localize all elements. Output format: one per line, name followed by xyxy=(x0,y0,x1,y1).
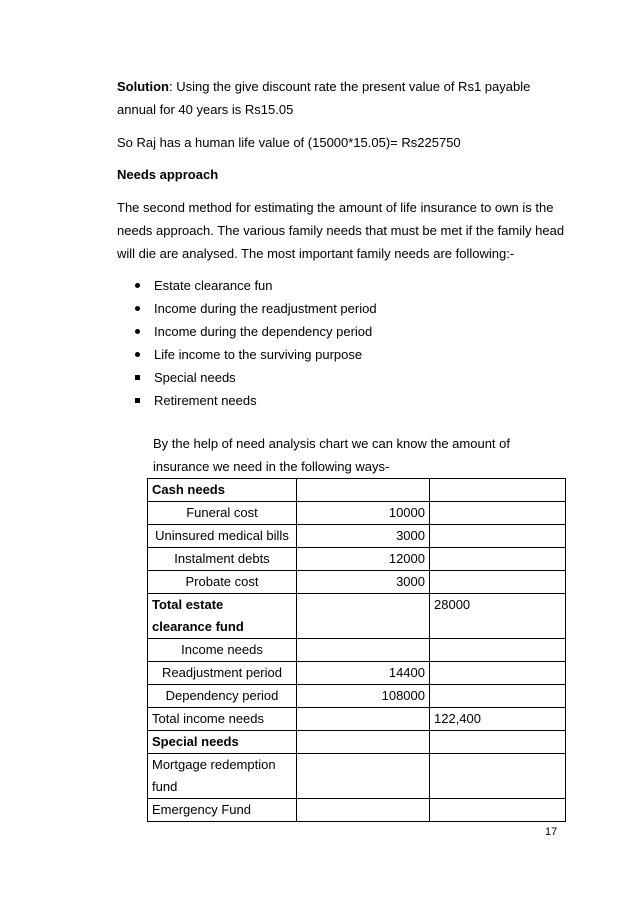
medical-bills-label: Uninsured medical bills xyxy=(148,525,297,548)
chart-intro-line-1: By the help of need analysis chart we can know the amount of xyxy=(153,436,510,451)
dependency-period-label: Dependency period xyxy=(148,685,297,708)
income-needs-heading: Income needs xyxy=(148,639,297,662)
funeral-cost-value: 10000 xyxy=(297,502,430,525)
funeral-cost-label: Funeral cost xyxy=(148,502,297,525)
total-income-value: 122,400 xyxy=(430,708,566,731)
bullet-icon xyxy=(135,329,140,334)
need-analysis-table xyxy=(147,478,566,822)
table-row xyxy=(148,479,566,502)
list-item: Estate clearance fun xyxy=(135,274,377,297)
bullet-icon xyxy=(135,352,140,357)
table-row xyxy=(148,754,566,799)
medical-bills-value: 3000 xyxy=(297,525,430,548)
needs-paragraph-line-3: will die are analysed. The most important family needs are following:- xyxy=(117,246,515,261)
probate-cost-label: Probate cost xyxy=(148,571,297,594)
bullet-icon xyxy=(135,283,140,288)
table-row xyxy=(148,799,566,822)
solution-line-2: annual for 40 years is Rs15.05 xyxy=(117,102,294,117)
readjustment-period-value: 14400 xyxy=(297,662,430,685)
square-bullet-icon xyxy=(135,398,140,403)
table-row xyxy=(148,548,566,571)
solution-text-1: : Using the give discount rate the present value of Rs1 payable xyxy=(169,79,531,94)
list-item: Income during the dependency period xyxy=(135,320,377,343)
needs-paragraph-line-1: The second method for estimating the amount of life insurance to own is the xyxy=(117,200,554,215)
square-bullet-icon xyxy=(135,375,140,380)
table-row xyxy=(148,525,566,548)
chart-intro-line-2: insurance we need in the following ways- xyxy=(153,459,390,474)
solution-label: Solution xyxy=(117,79,169,94)
table-row xyxy=(148,594,566,639)
solution-line-1 xyxy=(117,75,577,98)
needs-approach-heading: Needs approach xyxy=(117,167,219,182)
cash-needs-heading: Cash needs xyxy=(152,482,225,497)
table-row xyxy=(148,708,566,731)
table-row xyxy=(148,685,566,708)
total-estate-label: Total estate clearance fund xyxy=(148,594,297,639)
special-needs-heading: Special needs xyxy=(152,734,239,749)
instalment-debts-label: Instalment debts xyxy=(148,548,297,571)
probate-cost-value: 3000 xyxy=(297,571,430,594)
page-number: 17 xyxy=(545,826,558,838)
list-item: Retirement needs xyxy=(135,389,377,412)
table-row xyxy=(148,662,566,685)
family-needs-list xyxy=(135,274,377,412)
needs-paragraph-line-2: needs approach. The various family needs that must be met if the family head xyxy=(117,223,565,238)
list-item: Income during the readjustment period xyxy=(135,297,377,320)
table-row xyxy=(148,502,566,525)
instalment-debts-value: 12000 xyxy=(297,548,430,571)
bullet-icon xyxy=(135,306,140,311)
raj-human-life-value: So Raj has a human life value of (15000*15.05)= Rs225750 xyxy=(117,135,461,150)
total-estate-value: 28000 xyxy=(430,594,566,639)
mortgage-redemption-label: Mortgage redemption fund xyxy=(148,754,297,799)
list-item: Special needs xyxy=(135,366,377,389)
list-item: Life income to the surviving purpose xyxy=(135,343,377,366)
total-income-label: Total income needs xyxy=(148,708,297,731)
table-row xyxy=(148,639,566,662)
table-row xyxy=(148,571,566,594)
readjustment-period-label: Readjustment period xyxy=(148,662,297,685)
emergency-fund-label: Emergency Fund xyxy=(148,799,297,822)
dependency-period-value: 108000 xyxy=(297,685,430,708)
table-row xyxy=(148,731,566,754)
